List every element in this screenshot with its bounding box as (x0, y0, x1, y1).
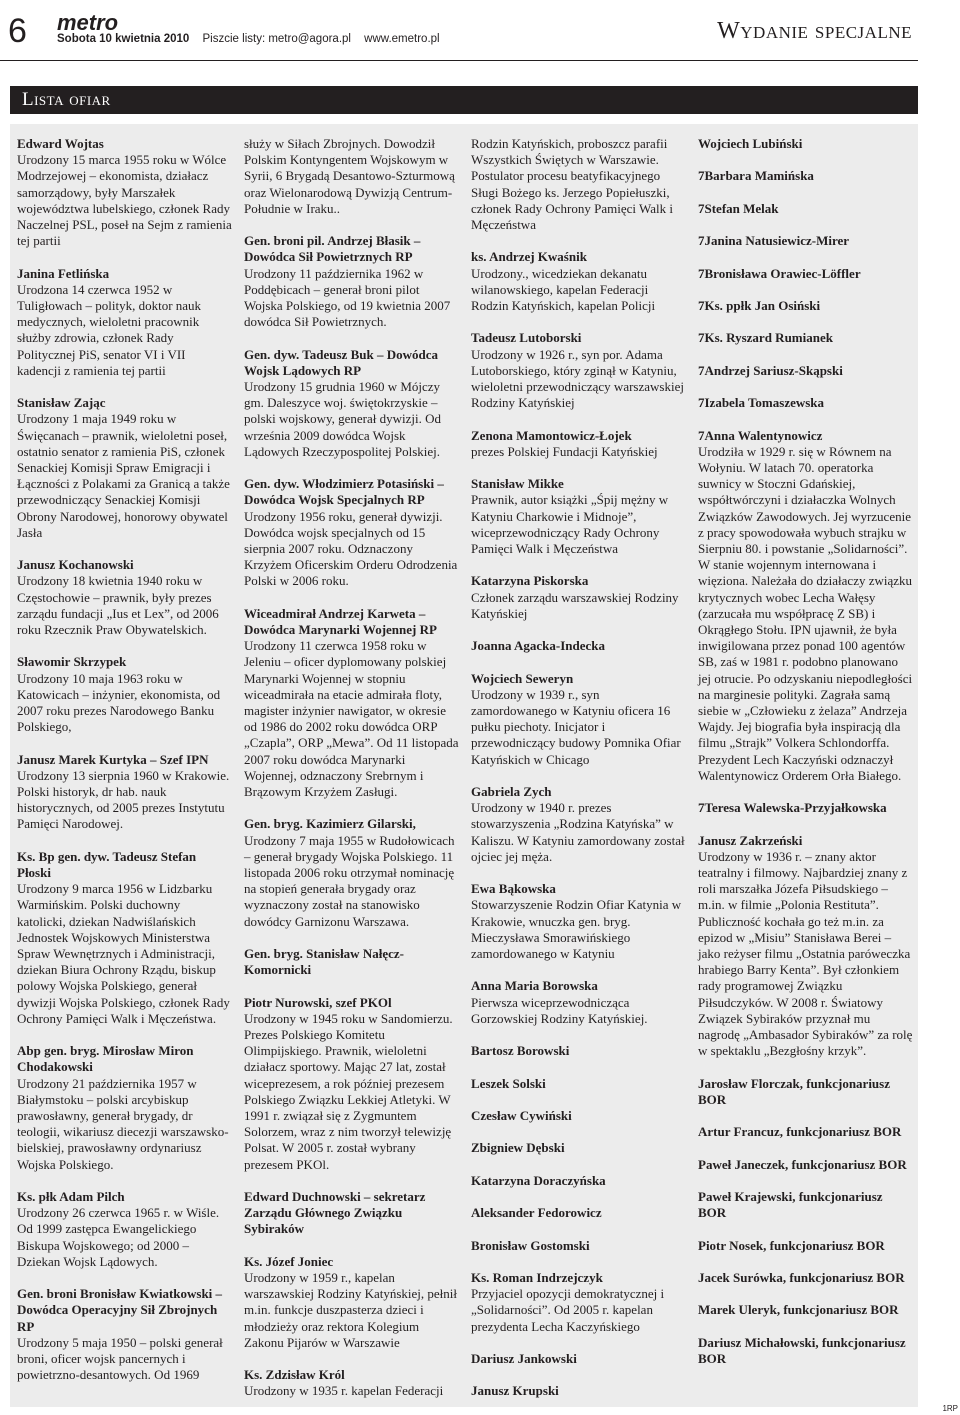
victim-entry (244, 995, 459, 1173)
website-link[interactable]: www.emetro.pl (364, 33, 440, 45)
victim-name: 7Janina Natusiewicz-Mirer (698, 233, 850, 249)
victim-entry (471, 1351, 686, 1367)
victim-entry (17, 654, 232, 735)
victim-name: Gen. broni Bronisław Kwiatkowski – Dowódca Operacyjny Sił Zbrojnych RP (17, 1286, 223, 1334)
victim-name: Stanisław Zając (17, 395, 106, 411)
column-3 (471, 136, 686, 1400)
victim-entry (698, 266, 913, 282)
victim-entry (17, 1286, 232, 1383)
victim-name: Gen. bryg. Kazimierz Gilarski, (244, 816, 416, 832)
victim-name: Edward Duchnowski – sekretarz Zarządu Głównego Związku Sybiraków (244, 1189, 426, 1237)
victim-entry (698, 833, 913, 1060)
banner-title: Lista ofiar (22, 89, 111, 110)
victim-name: 7Ks. ppłk Jan Osiński (698, 297, 821, 313)
victim-entry (698, 1238, 913, 1254)
victim-entry (17, 849, 232, 1027)
issue-date: Sobota 10 kwietnia 2010 (57, 33, 190, 45)
victim-name: Leszek Solski (471, 1075, 546, 1091)
victim-entry (244, 1254, 459, 1351)
victim-name: Ewa Bąkowska (471, 881, 556, 897)
victim-description: Urodzona 14 czerwca 1952 w Tuligłowach – polityk, doktor nauk medycznych, wieloletni pracownik służby zdrowia, członek Rady Politycznej PiS, senator VI i VII kadencji z ramienia tej partii (17, 281, 202, 378)
victim-entry (471, 1238, 686, 1254)
victim-entry (698, 395, 913, 411)
victim-name: Ks. płk Adam Pilch (17, 1189, 125, 1205)
victim-name: 7Izabela Tomaszewska (698, 395, 825, 411)
victim-entry (698, 330, 913, 346)
victim-description: Urodzony 15 marca 1955 roku w Wólce Modrzejowej – ekonomista, działacz samorządowy, były Marszałek województwa lubelskiego, członek Rady Naczelnej PSL, poseł na Sejm z ramienia tej partii (17, 152, 232, 249)
victim-name: ks. Andrzej Kwaśnik (471, 249, 587, 265)
victim-entry (471, 573, 686, 622)
victim-entry (698, 800, 913, 816)
victim-name: Ks. Bp gen. dyw. Tadeusz Stefan Płoski (17, 848, 197, 881)
victim-name: Gen. bryg. Stanisław Nałęcz-Komornicki (244, 946, 404, 978)
victim-description: Urodzony 15 grudnia 1960 w Mójczy gm. Daleszyce woj. świętokrzyskie – polski wojskowy, generał dywizji. Od września 2009 dowódca Wojsk Lądowych Rzeczypospolitej Polskiej. (244, 379, 442, 459)
victim-name: Gen. dyw. Tadeusz Buk – Dowódca Wojsk Lądowych RP (244, 346, 438, 378)
victim-description: Pierwsza wiceprzewodnicząca Gorzowskiej Rodziny Katyńskiej. (471, 994, 648, 1026)
victim-name: Bronisław Gostomski (471, 1237, 590, 1253)
page-header (0, 0, 960, 70)
victim-name: Tadeusz Lutoborski (471, 330, 582, 346)
victim-description: Członek zarządu warszawskiej Rodziny Katyńskiej (471, 589, 679, 621)
victim-name: Aleksander Fedorowicz (471, 1205, 602, 1221)
victim-entry (471, 1108, 686, 1124)
victim-name: Ks. Józef Joniec (244, 1253, 334, 1269)
victim-name: 7Stefan Melak (698, 200, 779, 216)
victim-entry (17, 557, 232, 638)
victim-name: Paweł Krajewski, funkcjonariusz BOR (698, 1188, 883, 1221)
victim-entry (17, 1189, 232, 1270)
victim-entry (471, 978, 686, 1027)
victim-entry (17, 136, 232, 249)
victim-entry (698, 1270, 913, 1286)
victim-description: Urodzony 13 sierpnia 1960 w Krakowie. Polski historyk, dr hab. nauk historycznych, od 2005 prezes Instytutu Pamięci Narodowej. (17, 767, 230, 832)
victim-name: Jacek Surówka, funkcjonariusz BOR (698, 1269, 905, 1285)
victim-name: Wiceadmirał Andrzej Karweta – Dowódca Marynarki Wojennej RP (244, 605, 437, 638)
victim-description: Prawnik, autor książki „Śpij mężny w Katyniu Charkowie i Midnoje”, wiceprzewodniczący Rady Ochrony Pamięci Walk i Męczeństwa (471, 492, 669, 557)
victim-name: Wojciech Seweryn (471, 670, 574, 686)
victim-entry (244, 233, 459, 330)
victim-description: Urodzony., wicedziekan dekanatu wilanowskiego, kapelan Federacji Rodzin Katyńskich, kapelan Policji (471, 265, 656, 314)
victim-name: 7Andrzej Sariusz-Skąpski (698, 362, 843, 378)
victim-name: Janusz Krupski (471, 1383, 559, 1399)
victim-entry (244, 946, 459, 978)
victim-entry (698, 1124, 913, 1140)
victim-entry (471, 330, 686, 411)
victim-name: Janusz Marek Kurtyka – Szef IPN (17, 751, 209, 767)
page-tag: 1RP (942, 1404, 958, 1413)
victim-entry (698, 1302, 913, 1318)
victim-entry (698, 1157, 913, 1173)
victim-entry (471, 136, 686, 233)
victim-name: Janusz Zakrzeński (698, 832, 803, 848)
victim-entry (471, 671, 686, 768)
victim-description: Urodzony 11 czerwca 1958 roku w Jeleniu – oficer dyplomowany polskiej Marynarki Wojennej w stopniu wiceadmirała na etacie admirała floty, magister inżynier nawigator, w okresie od 1986 do 2002 roku dowódca ORP „Czapla”, ORP „Mewa”. Od 11 listopada 2007 roku dowódca Marynarki Wojennej, odznaczony Srebrnym i Brązowym Krzyżem Zasługi. (244, 638, 459, 800)
victim-entry (698, 1076, 913, 1108)
victim-name: Czesław Cywiński (471, 1107, 572, 1123)
victim-description: Urodzony 1 maja 1949 roku w Święcanach – prawnik, wieloletni poseł, ostatnio senator z ramienia PiS, członek Senackiej Komisji Spraw Emigracji i Łączności z Polakami za Granicą a także przewodniczący Senackiej Komisji Obrony Narodowej, honorowy obywatel Jasła (17, 411, 230, 540)
victim-entry (471, 476, 686, 557)
letters-contact: Piszcie listy: metro@agora.pl (202, 33, 351, 45)
section-title: Wydanie specjalne (717, 18, 912, 44)
victim-name: Abp gen. bryg. Mirosław Miron Chodakowski (17, 1043, 194, 1075)
victim-name: 7Bronisława Orawiec-Löffler (698, 265, 861, 281)
victim-description: Urodzony 7 maja 1955 w Rudołowicach – generał brygady Wojska Polskiego. 11 listopada 2006 roku otrzymał nominację na stopień generała brygady oraz wyznaczony został na stanowisko dowódcy Garnizonu Warszawa. (244, 832, 455, 929)
column-1 (17, 136, 232, 1384)
victim-name: Piotr Nurowski, szef PKOl (244, 994, 392, 1010)
victim-description: Urodziła w 1929 r. się w Równem na Wołyniu. W latach 70. operatorka suwnicy w Stoczni Gdańskiej, współtwórczyni i działaczka Wolnych Związków Zawodowych. Jej wyrzucenie z pracy spowodowała wybuch strajku w Sierpniu 80. i powstanie „Solidarności”. W stanie wojennym internowana i więziona. Należała do działaczy związku krytycznych wobec Lecha Wałęsy (zarzucała mu współpracę Z SB) i Okrągłego Stołu. IPN ujawnił, że była inwigilowana przez ponad 100 agentów SB, zaś w 1981 r. podobno planowano jej otrucie. Po odzyskaniu niepodległości na marginesie polityki. Zagrała samą siebie w „Człowieku z żelaza” Andrzeja Wajdy. Jej biografia była inspiracją dla filmu „Strajk” Volkera Schlondorffa. Prezydent Lech Kaczyński odznaczył Walentynowicz Orderem Orła Białego. (698, 443, 913, 783)
victim-entry (244, 606, 459, 800)
victim-entry (17, 752, 232, 833)
victim-name: 7Barbara Mamińska (698, 168, 814, 184)
victim-description: Urodzony w 1959 r., kapelan warszawskiej Rodziny Katyńskiej, pełnił m.in. funkcje duszpasterza dzieci i młodzieży oraz rektora Kolegium Zakonu Pijarów w Warszawie (244, 1270, 458, 1350)
victim-name: Paweł Janeczek, funkcjonariusz BOR (698, 1156, 907, 1172)
victim-description: Urodzony 18 kwietnia 1940 roku w Częstochowie – prawnik, były prezes zarządu fundacji „Ius et Lex”, od 2006 roku Rzecznik Praw Obywatelskich. (17, 573, 219, 638)
victim-entry (698, 233, 913, 249)
victim-name: Sławomir Skrzypek (17, 654, 127, 670)
victim-description: Urodzony 26 czerwca 1965 r. w Wiśle. Od 1999 zastępca Ewangelickiego Biskupa Wojskowego; od 2000 – Dziekan Wojsk Lądowych. (17, 1205, 220, 1269)
victim-entry (471, 1076, 686, 1092)
header-meta (57, 33, 440, 45)
victim-entry (17, 266, 232, 379)
victim-entry (471, 1173, 686, 1189)
victim-entry (698, 1189, 913, 1221)
victim-name: Zenona Mamontowicz-Łojek (471, 427, 632, 443)
victim-description: Urodzony w 1936 r. – znany aktor teatralny i filmowy. Najbardziej znany z roli marszałka Józefa Piłsudskiego – m.in. w filmie „Polonia Restituta”. Publiczność kochała go też m.in. za epizod w „Misiu” Stanisława Berei – jako reżyser filmu „Ostatnia paróweczka hrabiego Barry Kenta”. Był członkiem rady programowej Związku Piłsudczyków. W 2008 r. Światowy Związek Sybiraków przyznał mu nagrodę „Ambasador Sybiraków” za rolę w spektaklu „Bezgłośny krzyk”. (698, 848, 913, 1059)
victim-entry (698, 298, 913, 314)
brand-logo: metro (57, 10, 119, 35)
victim-name: 7Teresa Walewska-Przyjałkowska (698, 800, 887, 816)
victim-name: Anna Maria Borowska (471, 978, 598, 994)
victim-entry (471, 1270, 686, 1335)
victim-name: Piotr Nosek, funkcjonariusz BOR (698, 1237, 885, 1253)
victim-entry (471, 1205, 686, 1221)
victim-description: Urodzony 21 października 1957 w Białymstoku – polski arcybiskup prawosławny, generał brygady, dr teologii, wikariusz diecezji warszawsko-bielskiej, prawosławny ordynariusz Wojska Polskiego. (17, 1075, 229, 1172)
page-number: 6 (8, 12, 27, 50)
victim-name: Katarzyna Piskorska (471, 573, 589, 589)
victim-description: Urodzony w 1935 r. kapelan Federacji (244, 1383, 444, 1399)
header-rule (0, 60, 918, 61)
victim-description: Urodzony w 1945 roku w Sandomierzu. Prezes Polskiego Komitetu Olimpijskiego. Prawnik, wieloletni działacz sportowy. Mając 27 lat, został wiceprezesem, a rok później prezesem Polskiego Związku Lekkiej Atletyki. W 1991 r. związał się z Zygmuntem Solorzem, wraz z nim tworzył telewizję Polsat. W 2005 r. został wybrany prezesem PKOl. (244, 1010, 453, 1172)
victim-entry (698, 428, 913, 784)
victim-name: Bartosz Borowski (471, 1043, 570, 1059)
victim-name: Marek Uleryk, funkcjonariusz BOR (698, 1302, 899, 1318)
victim-name: Stanisław Mikke (471, 476, 564, 492)
victim-entry (471, 784, 686, 865)
victim-name: Janusz Kochanowski (17, 557, 134, 573)
victim-name: Katarzyna Doraczyńska (471, 1172, 606, 1188)
victim-name: Jarosław Florczak, funkcjonariusz BOR (698, 1075, 890, 1107)
victim-entry (471, 881, 686, 962)
victim-entry (244, 1367, 459, 1399)
victim-name: Zbigniew Dębski (471, 1140, 565, 1156)
victim-name: Dariusz Jankowski (471, 1350, 577, 1366)
victim-entry (244, 347, 459, 460)
victim-entry (698, 1335, 913, 1367)
victim-name: Joanna Agacka-Indecka (471, 638, 605, 654)
victim-description: Urodzony w 1939 r., syn zamordowanego w Katyniu oficera 16 pułku piechoty. Inicjator i przewodniczący budowy Pomnika Ofiar Katyńskich w Chicago (471, 686, 681, 767)
victim-description: Urodzony 5 maja 1950 – polski generał broni, oficer wojsk pancernych i powietrzno-desantowych. Od 1969 (17, 1334, 223, 1383)
victim-description: Rodzin Katyńskich, proboszcz parafii Wszystkich Świętych w Warszawie. Postulator procesu beatyfikacyjnego Sługi Bożego ks. Jerzego Popiełuszki, członek Rady Ochrony Pamięci Walk i Męczeństwa (471, 136, 673, 233)
victim-entry (17, 395, 232, 541)
victim-entry (471, 1140, 686, 1156)
victim-description: Urodzony w 1940 r. prezes stowarzyszenia „Rodzina Katyńska” w Kaliszu. W Katyniu zamordowany został ojciec jej męża. (471, 800, 685, 864)
victim-entry (471, 1383, 686, 1399)
victim-name: Edward Wojtas (17, 136, 104, 151)
victim-description: Urodzony 10 maja 1963 roku w Katowicach – inżynier, ekonomista, od 2007 roku prezes Narodowego Banku Polskiego, (17, 670, 221, 735)
victim-entry (244, 476, 459, 589)
victim-entry (17, 1043, 232, 1173)
victim-name: Janina Fetlińska (17, 265, 110, 281)
victim-description: służy w Siłach Zbrojnych. Dowodził Polskim Kontyngentem Wojskowym w Syrii, 6 Brygadą Desantowo-Szturmową oraz Wielonarodową Dywizją Centrum-Południe w Iraku.. (244, 136, 455, 216)
list-banner (10, 86, 918, 114)
column-2 (244, 136, 459, 1400)
victim-description: Stowarzyszenie Rodzin Ofiar Katynia w Krakowie, wnuczka gen. bryg. Mieczysława Smorawińskiego zamordowanego w Katyniu (471, 897, 682, 962)
victim-entry (698, 136, 913, 152)
victim-name: 7Anna Walentynowicz (698, 427, 823, 443)
victim-description: Urodzony 1956 roku, generał dywizji. Dowódca wojsk specjalnych od 15 sierpnia 2007 roku. Odznaczony Krzyżem Oficerskim Orderu Odrodzenia Polski w 2006 roku. (244, 508, 458, 589)
victim-name: Wojciech Lubiński (698, 136, 803, 151)
victim-entry (471, 428, 686, 460)
victim-description: Urodzony 9 marca 1956 w Lidzbarku Warmińskim. Polski duchowny katolicki, dziekan Nadwiślańskich Jednostek Wojskowych Ministerstwa Spraw Wewnętrznych i Administracji, dziekan Biura Ochrony Rządu, biskup polowy Wojska Polskiego, generał dywizji Wojska Polskiego, członek Rady Ochrony Pamięci Walk i Męczeństwa. (17, 881, 230, 1026)
column-4 (698, 136, 913, 1367)
victim-name: 7Ks. Ryszard Rumianek (698, 330, 833, 346)
victim-description: Przyjaciel opozycji demokratycznej i „Solidarności”. Od 2005 r. kapelan prezydenta Lecha Kaczyńskiego (471, 1286, 665, 1334)
victim-name: Dariusz Michałowski, funkcjonariusz BOR (698, 1334, 906, 1366)
victim-entry (471, 249, 686, 314)
victim-entry (244, 1189, 459, 1238)
victim-entry (471, 1043, 686, 1059)
victim-entry (244, 816, 459, 929)
victim-description: prezes Polskiej Fundacji Katyńskiej (471, 443, 658, 459)
victim-description: Urodzony w 1926 r., syn por. Adama Lutoborskiego, który zginął w Katyniu, wieloletni przewodniczący warszawskiej Rodziny Katyńskiej (471, 346, 684, 411)
victim-name: Ks. Roman Indrzejczyk (471, 1269, 603, 1285)
victim-entry (698, 363, 913, 379)
victim-name: Gabriela Zych (471, 784, 552, 799)
victim-name: Gen. dyw. Włodzimierz Potasiński – Dowódca Wojsk Specjalnych RP (244, 476, 444, 508)
victim-description: Urodzony 11 października 1962 w Poddębicach – generał broni pilot Wojska Polskiego, od 19 kwietnia 2007 dowódca Sił Powietrznych. (244, 265, 451, 330)
victim-entry (471, 638, 686, 654)
victim-entry (698, 201, 913, 217)
victim-name: Artur Francuz, funkcjonariusz BOR (698, 1124, 902, 1140)
victim-entry (698, 168, 913, 184)
victim-entry (244, 136, 459, 217)
victim-name: Ks. Zdzisław Król (244, 1367, 345, 1383)
victim-name: Gen. broni pil. Andrzej Błasik – Dowódca Sił Powietrznych RP (244, 233, 421, 265)
